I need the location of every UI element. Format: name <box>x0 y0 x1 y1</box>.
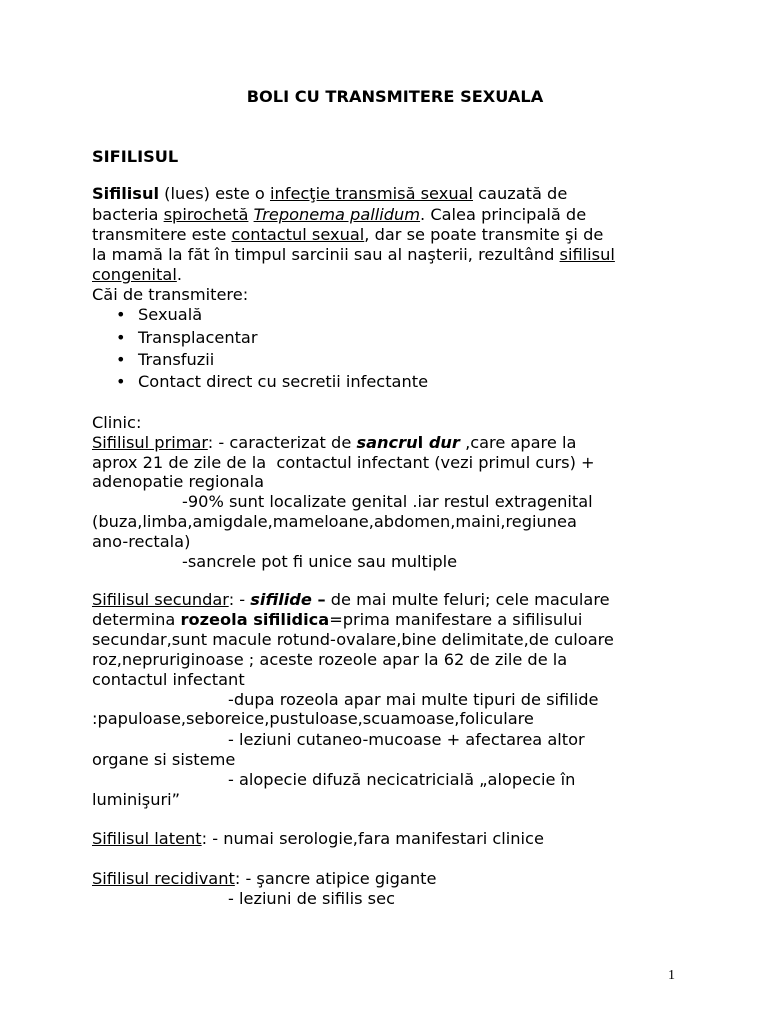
term-bold: rozeola sifilidica <box>180 610 330 629</box>
secundar-line-6: -dupa rozeola apar mai multe tipuri de sifilide <box>228 690 599 709</box>
intro-line-5 <box>92 265 182 285</box>
text-run: , dar se poate transmite şi de <box>364 225 604 244</box>
section-heading: SIFILISUL <box>92 147 179 166</box>
primar-line-1 <box>92 433 576 453</box>
text-run: de mai multe feluri; cele maculare <box>325 590 610 609</box>
link-text[interactable]: congenital <box>92 265 177 284</box>
link-text[interactable]: sifilisul <box>559 245 615 264</box>
link-text[interactable]: infecţie transmisă sexual <box>269 184 473 203</box>
latent-heading: Sifilisul latent <box>92 829 202 848</box>
text-run: : - caracterizat de <box>207 433 357 452</box>
clinic-heading: Clinic: <box>92 413 142 432</box>
secundar-line-4: roz,nepruriginoase ; aceste rozeole apar la 62 de zile de la <box>92 650 568 669</box>
latent-line <box>92 829 544 849</box>
primar-line-5: (buza,limba,amigdale,mameloane,abdomen,maini,regiunea <box>92 512 577 531</box>
recidivant-line-1 <box>92 869 436 889</box>
secundar-line-8: - leziuni cutaneo-mucoase + afectarea altor <box>228 730 585 749</box>
bullet-icon: • <box>116 350 126 369</box>
secundar-line-9: organe si sisteme <box>92 750 236 769</box>
secundar-line-3: secundar,sunt macule rotund-ovalare,bine delimitate,de culoare <box>92 630 614 649</box>
secundar-line-1 <box>92 590 610 610</box>
recidivant-heading: Sifilisul recidivant <box>92 869 235 888</box>
secundar-line-10: - alopecie difuză necicatricială „alopecie în <box>228 770 576 789</box>
recidivant-line-2: - leziuni de sifilis sec <box>228 889 395 908</box>
intro-line-2 <box>92 205 586 225</box>
list-item: Contact direct cu secretii infectante <box>138 372 429 391</box>
primar-line-2: aprox 21 de zile de la contactul infectant (vezi primul curs) + <box>92 453 595 472</box>
secundar-line-2 <box>92 610 582 630</box>
primar-line-3: adenopatie regionala <box>92 472 264 491</box>
primar-line-7: -sancrele pot fi unice sau multiple <box>182 552 458 571</box>
list-item: Transfuzii <box>138 350 215 369</box>
primar-line-4: -90% sunt localizate genital .iar restul extragenital <box>182 492 593 511</box>
text-run: transmitere este <box>92 225 232 244</box>
text-run: la mamă la făt în timpul sarcinii sau al naşterii, rezultând <box>92 245 560 264</box>
link-text[interactable]: Treponema pallidum <box>253 205 421 224</box>
secundar-line-5: contactul infectant <box>92 670 245 689</box>
text-run: =prima manifestare a sifilisului <box>329 610 583 629</box>
document-title: BOLI CU TRANSMITERE SEXUALA <box>246 87 544 106</box>
bullet-icon: • <box>116 305 126 324</box>
bullet-icon: • <box>116 328 126 347</box>
text-run: : - <box>228 590 251 609</box>
list-item: Sexuală <box>138 305 203 324</box>
link-text[interactable]: contactul sexual <box>231 225 365 244</box>
secundar-line-7: :papuloase,seboreice,pustuloase,scuamoase,foliculare <box>92 709 534 728</box>
text-run: (lues) este o <box>159 184 270 203</box>
secundar-line-11: luminişuri” <box>92 790 181 809</box>
primar-heading: Sifilisul primar <box>92 433 208 452</box>
term-bold-italic: sancru <box>356 433 418 452</box>
intro-line-4 <box>92 245 615 265</box>
text-run: . Calea principală de <box>420 205 587 224</box>
text-run: determina <box>92 610 181 629</box>
primar-line-6: ano-rectala) <box>92 532 191 551</box>
intro-line-1 <box>92 184 567 204</box>
text-run: : - numai serologie,fara manifestari clinice <box>201 829 544 848</box>
text-run: bacteria <box>92 205 164 224</box>
term-bold-italic: sifilide <box>250 590 312 609</box>
secundar-heading: Sifilisul secundar <box>92 590 229 609</box>
text-run: : - şancre atipice gigante <box>234 869 437 888</box>
list-item: Transplacentar <box>138 328 258 347</box>
term-bold: l <box>417 433 424 452</box>
link-text[interactable]: spirochetă <box>163 205 249 224</box>
page-number: 1 <box>668 968 675 983</box>
text-run: cauzată de <box>473 184 568 203</box>
routes-heading: Căi de transmitere: <box>92 285 249 304</box>
term-bold: – <box>311 590 326 609</box>
bullet-icon: • <box>116 372 126 391</box>
intro-line-3 <box>92 225 603 245</box>
text-run: ,care apare la <box>459 433 577 452</box>
term-bold-italic: dur <box>423 433 460 452</box>
term-bold: Sifilisul <box>92 184 160 203</box>
text-run: . <box>176 265 182 284</box>
